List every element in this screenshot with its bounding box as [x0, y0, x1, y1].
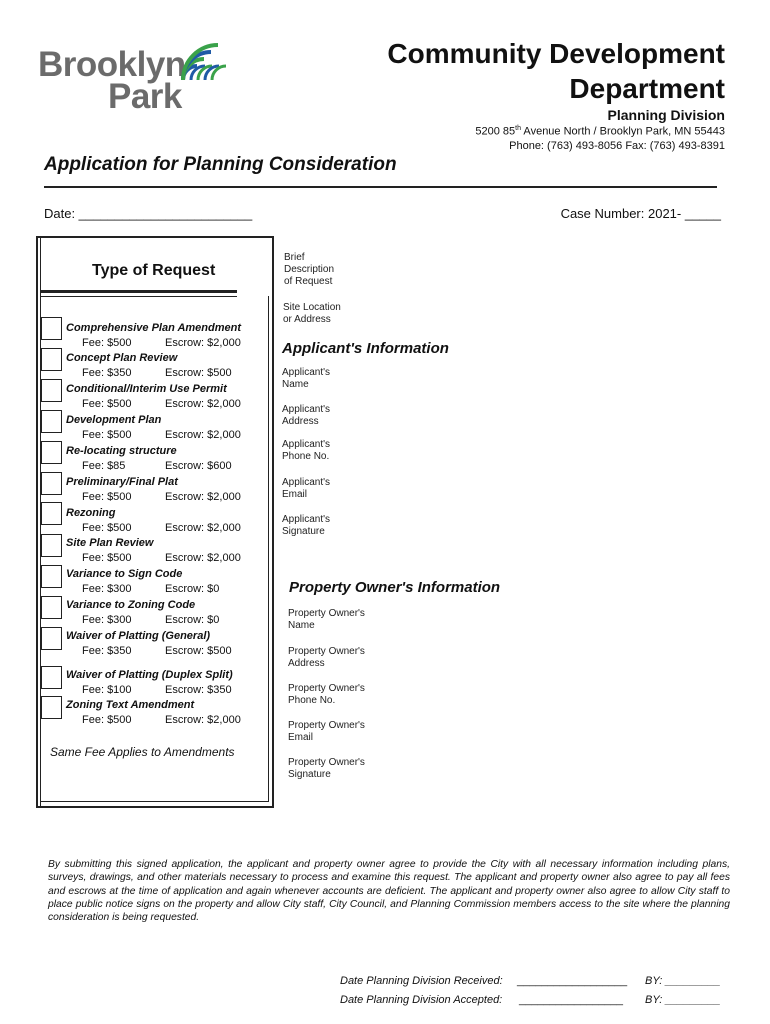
applicant-field-label	[282, 477, 330, 501]
request-checkbox[interactable]	[41, 502, 62, 525]
request-item-fee: Fee: $500	[82, 491, 132, 503]
request-item-name: Concept Plan Review	[66, 352, 178, 364]
request-checkbox[interactable]	[41, 627, 62, 650]
applicant-info-heading: Applicant's Information	[282, 340, 449, 357]
owner-field-label-line1: Property Owner's	[288, 646, 365, 657]
accepted-date-label: Date Planning Division Accepted:	[340, 994, 503, 1006]
request-item-fee: Fee: $500	[82, 398, 132, 410]
request-item-escrow: Escrow: $0	[165, 583, 220, 595]
owner-field-label	[288, 608, 365, 632]
owner-field-label-line1: Property Owner's	[288, 683, 365, 694]
request-item-name: Conditional/Interim Use Permit	[66, 383, 227, 395]
request-item-escrow: Escrow: $500	[165, 645, 232, 657]
applicant-field-label	[282, 367, 330, 391]
request-checkbox[interactable]	[41, 596, 62, 619]
applicant-field-label-line1: Applicant's	[282, 439, 331, 450]
logo-word-park: Park	[108, 77, 182, 116]
site-label-line1: Site Location	[283, 302, 341, 313]
request-item-name: Preliminary/Final Plat	[66, 476, 178, 488]
request-checkbox[interactable]	[41, 410, 62, 433]
request-item-name: Variance to Sign Code	[66, 568, 183, 580]
received-by-field[interactable]: BY: _________	[645, 975, 721, 987]
applicant-field-label-line2: Signature	[282, 526, 325, 537]
site-label-line2: or Address	[283, 314, 331, 325]
accepted-by-field[interactable]: BY: _________	[645, 994, 721, 1006]
request-heading-divider	[41, 290, 237, 293]
site-location-label	[283, 302, 341, 326]
request-item-fee: Fee: $350	[82, 645, 132, 657]
applicant-field-label	[282, 439, 330, 463]
logo-word-brooklyn: Brooklyn	[38, 45, 186, 84]
request-checkbox[interactable]	[41, 379, 62, 402]
request-item-fee: Fee: $500	[82, 429, 132, 441]
request-item-fee: Fee: $500	[82, 522, 132, 534]
request-item-fee: Fee: $100	[82, 684, 132, 696]
request-item-escrow: Escrow: $500	[165, 367, 232, 379]
request-item-escrow: Escrow: $0	[165, 614, 220, 626]
division-name: Planning Division	[607, 107, 725, 123]
owner-field-label-line1: Property Owner's	[288, 608, 365, 619]
owner-field-label	[288, 683, 365, 707]
request-item-name: Zoning Text Amendment	[66, 699, 195, 711]
request-list-frame	[41, 296, 269, 802]
owner-field-label-line2: Name	[288, 620, 315, 631]
title-divider	[44, 186, 717, 188]
applicant-field-label-line1: Applicant's	[282, 514, 331, 525]
applicant-field-label-line2: Address	[282, 416, 319, 427]
applicant-field-label-line1: Applicant's	[282, 404, 331, 415]
request-item-name: Rezoning	[66, 507, 116, 519]
agreement-disclaimer: By submitting this signed application, the applicant and property owner agree to provide the City with all necessary information including plans, surveys, drawings, and other materials necessary to process and examine this request. The applicant and property owner also agree to pay all fees and escrows at the time of application and again whenever accounts are deficient. The applicant and property owner also agree to allow City staff to place public notice signs on the property and allow City staff, City Council, and Planning Commission members access to the site where the planning consideration is being requested.	[48, 859, 730, 924]
applicant-field-label-line1: Applicant's	[282, 477, 331, 488]
request-item-escrow: Escrow: $600	[165, 460, 232, 472]
department-phone: Phone: (763) 493-8056 Fax: (763) 493-8391	[509, 140, 725, 152]
request-item-name: Site Plan Review	[66, 537, 154, 549]
owner-field-label-line1: Property Owner's	[288, 720, 365, 731]
brief-description-label	[284, 252, 334, 288]
request-type-heading: Type of Request	[92, 262, 216, 279]
owner-field-label	[288, 757, 365, 781]
request-item-escrow: Escrow: $2,000	[165, 398, 241, 410]
request-item-fee: Fee: $500	[82, 337, 132, 349]
request-item-name: Variance to Zoning Code	[66, 599, 196, 611]
request-item-name: Re-locating structure	[66, 445, 177, 457]
owner-field-label	[288, 720, 365, 744]
address-suffix: Avenue North / Brooklyn Park, MN 55443	[520, 125, 725, 138]
request-item-fee: Fee: $300	[82, 614, 132, 626]
request-item-fee: Fee: $85	[82, 460, 126, 472]
case-number-field[interactable]: Case Number: 2021- _____	[560, 206, 721, 221]
request-checkbox[interactable]	[41, 317, 62, 340]
request-item-escrow: Escrow: $2,000	[165, 552, 241, 564]
request-item-escrow: Escrow: $2,000	[165, 429, 241, 441]
address-prefix: 5200 85	[475, 125, 516, 138]
request-item-fee: Fee: $300	[82, 583, 132, 595]
received-date-line[interactable]: __________________	[517, 975, 628, 987]
form-title: Application for Planning Consideration	[44, 154, 397, 175]
request-item-escrow: Escrow: $2,000	[165, 337, 241, 349]
same-fee-note: Same Fee Applies to Amendments	[50, 745, 235, 759]
applicant-field-label-line2: Email	[282, 489, 308, 500]
request-item-name: Development Plan	[66, 414, 162, 426]
owner-field-label-line2: Phone No.	[288, 695, 336, 706]
request-checkbox[interactable]	[41, 441, 62, 464]
owner-field-label-line2: Address	[288, 658, 325, 669]
applicant-field-label-line2: Phone No.	[282, 451, 330, 462]
signal-arcs-icon	[179, 40, 229, 82]
brief-label-line3: of Request	[284, 276, 333, 287]
brooklyn-park-logo	[38, 40, 238, 118]
request-item-escrow: Escrow: $2,000	[165, 522, 241, 534]
request-item-escrow: Escrow: $350	[165, 684, 232, 696]
request-checkbox[interactable]	[41, 666, 62, 689]
applicant-field-label	[282, 514, 330, 538]
owner-field-label-line2: Signature	[288, 769, 331, 780]
request-checkbox[interactable]	[41, 472, 62, 495]
request-checkbox[interactable]	[41, 696, 62, 719]
address-sup: th	[515, 125, 521, 132]
applicant-field-label-line2: Name	[282, 379, 309, 390]
owner-info-heading: Property Owner's Information	[289, 579, 501, 596]
request-item-escrow: Escrow: $2,000	[165, 491, 241, 503]
date-field[interactable]: Date: ________________________	[44, 206, 253, 221]
applicant-field-label	[282, 404, 330, 428]
department-title-line1: Community Development	[387, 38, 725, 69]
department-title	[387, 36, 725, 106]
request-item-name: Comprehensive Plan Amendment	[66, 322, 242, 334]
request-item-fee: Fee: $500	[82, 714, 132, 726]
department-title-line2: Department	[569, 73, 725, 104]
request-item-fee: Fee: $350	[82, 367, 132, 379]
applicant-field-label-line1: Applicant's	[282, 367, 331, 378]
brief-label-line1: Brief	[284, 252, 305, 263]
request-checkbox[interactable]	[41, 565, 62, 588]
request-item-name: Waiver of Platting (General)	[66, 630, 211, 642]
department-address	[475, 125, 725, 138]
owner-field-label-line2: Email	[288, 732, 314, 743]
request-item-name: Waiver of Platting (Duplex Split)	[66, 669, 233, 681]
request-checkbox[interactable]	[41, 534, 62, 557]
brief-label-line2: Description	[284, 264, 335, 275]
owner-field-label-line1: Property Owner's	[288, 757, 365, 768]
received-date-label: Date Planning Division Received:	[340, 975, 503, 987]
owner-field-label	[288, 646, 365, 670]
request-item-escrow: Escrow: $2,000	[165, 714, 241, 726]
request-checkbox[interactable]	[41, 348, 62, 371]
request-item-fee: Fee: $500	[82, 552, 132, 564]
accepted-date-line[interactable]: _________________	[519, 994, 624, 1006]
